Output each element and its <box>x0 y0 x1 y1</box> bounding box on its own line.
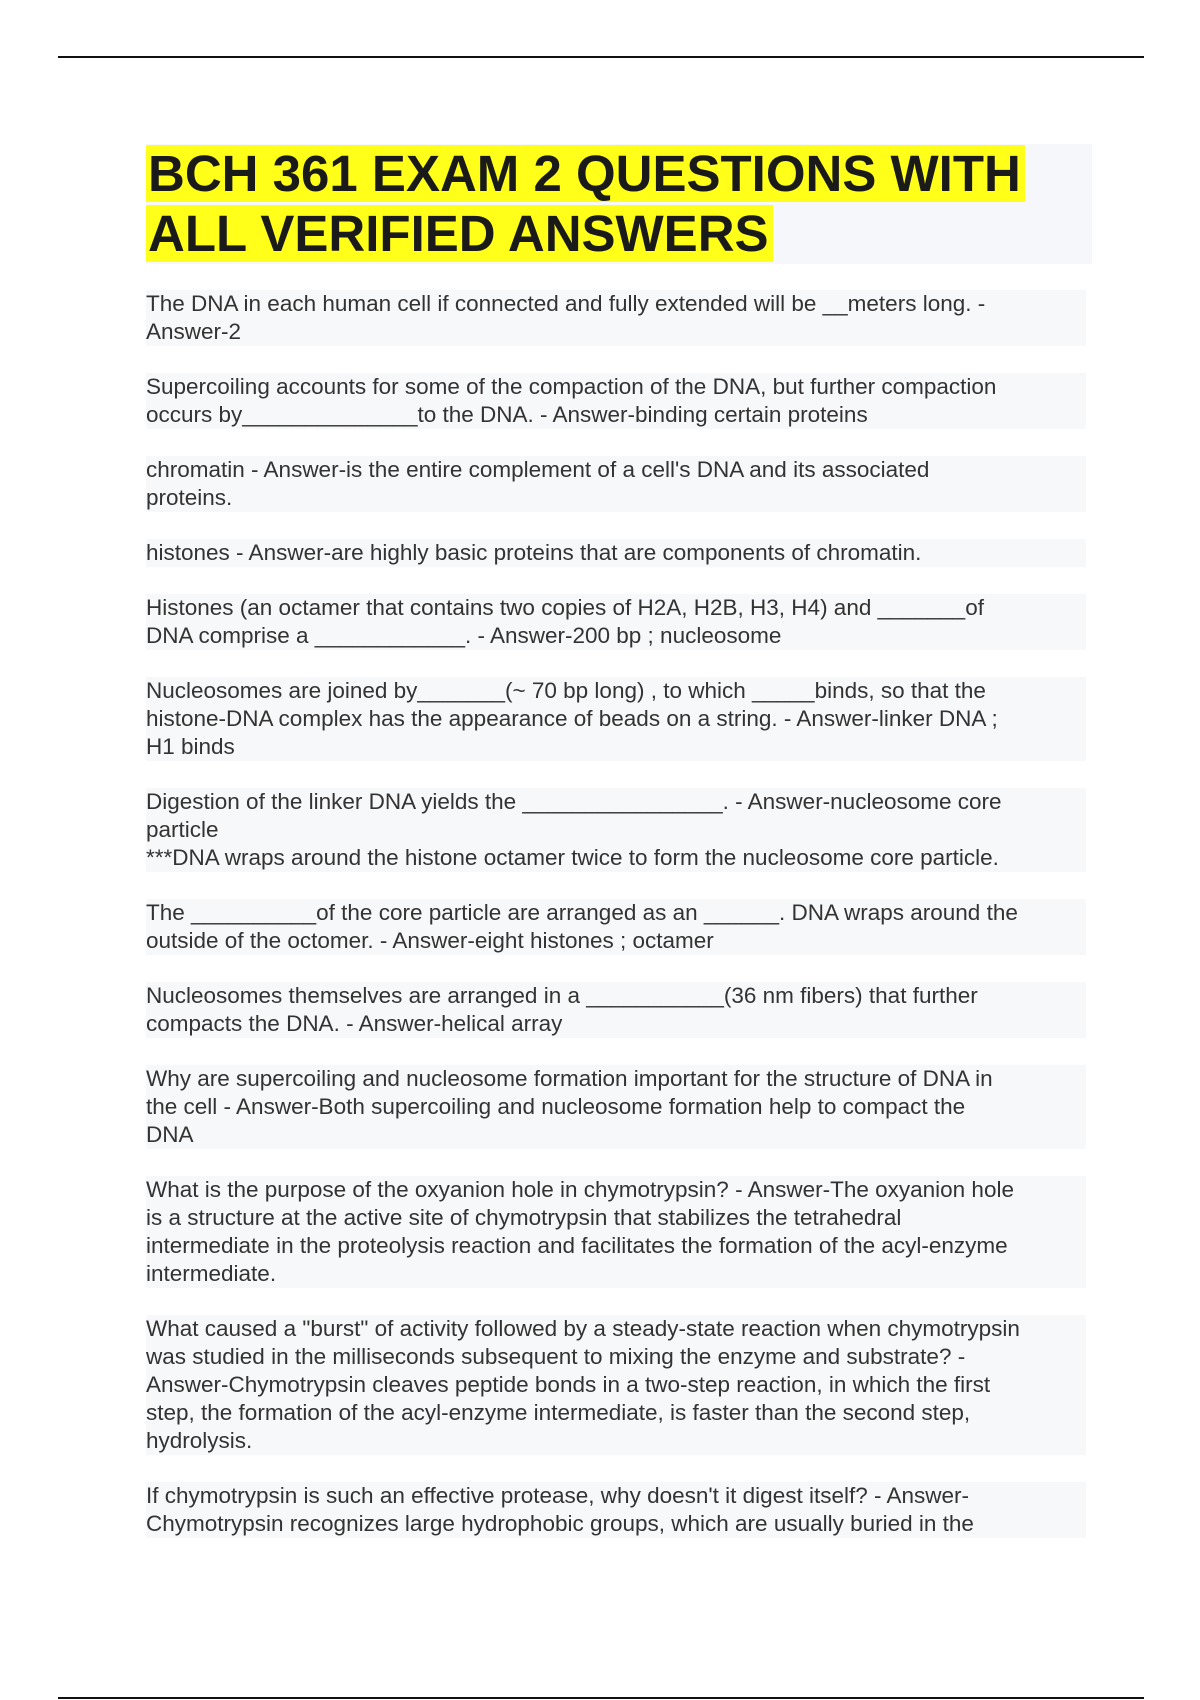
qa-list <box>146 290 1086 1565</box>
qa-item: What is the purpose of the oxyanion hole in chymotrypsin? - Answer-The oxyanion hole is a structure at the active site of chymotrypsin that stabilizes the tetrahedral intermediate in the proteolysis reaction and facilitates the formation of the acyl-enzyme intermediate. <box>146 1176 1086 1288</box>
qa-item: Nucleosomes themselves are arranged in a ___________(36 nm fibers) that further compacts the DNA. - Answer-helical array <box>146 982 1086 1038</box>
qa-item: Nucleosomes are joined by_______(~ 70 bp long) , to which _____binds, so that the histone-DNA complex has the appearance of beads on a string. - Answer-linker DNA ; H1 binds <box>146 677 1086 761</box>
qa-item: What caused a "burst" of activity followed by a steady-state reaction when chymotrypsin was studied in the milliseconds subsequent to mixing the enzyme and substrate? - Answer-Chymotrypsin cleaves peptide bonds in a two-step reaction, in which the first step, the formation of the acyl-enzyme intermediate, is faster than the second step, hydrolysis. <box>146 1315 1086 1455</box>
qa-item: The __________of the core particle are arranged as an ______. DNA wraps around the outside of the octomer. - Answer-eight histones ; octamer <box>146 899 1086 955</box>
qa-item: The DNA in each human cell if connected and fully extended will be __meters long. - Answer-2 <box>146 290 1086 346</box>
document-title <box>146 144 1092 264</box>
title-block <box>146 144 1092 264</box>
top-divider <box>58 56 1144 58</box>
title-line-1: BCH 361 EXAM 2 QUESTIONS WITH <box>146 145 1025 202</box>
bottom-divider <box>58 1697 1144 1699</box>
title-line-2: ALL VERIFIED ANSWERS <box>146 205 773 262</box>
qa-item: Digestion of the linker DNA yields the ________________. - Answer-nucleosome core particle ***DNA wraps around the histone octamer twice to form the nucleosome core particle. <box>146 788 1086 872</box>
qa-item: Why are supercoiling and nucleosome formation important for the structure of DNA in the cell - Answer-Both supercoiling and nucleosome formation help to compact the DNA <box>146 1065 1086 1149</box>
qa-item: Supercoiling accounts for some of the compaction of the DNA, but further compaction occurs by______________to the DNA. - Answer-binding certain proteins <box>146 373 1086 429</box>
qa-item: Histones (an octamer that contains two copies of H2A, H2B, H3, H4) and _______of DNA comprise a ____________. - Answer-200 bp ; nucleosome <box>146 594 1086 650</box>
qa-item: chromatin - Answer-is the entire complement of a cell's DNA and its associated proteins. <box>146 456 1086 512</box>
qa-item: If chymotrypsin is such an effective protease, why doesn't it digest itself? - Answer- Chymotrypsin recognizes large hydrophobic groups, which are usually buried in the <box>146 1482 1086 1538</box>
qa-item: histones - Answer-are highly basic proteins that are components of chromatin. <box>146 539 1086 567</box>
